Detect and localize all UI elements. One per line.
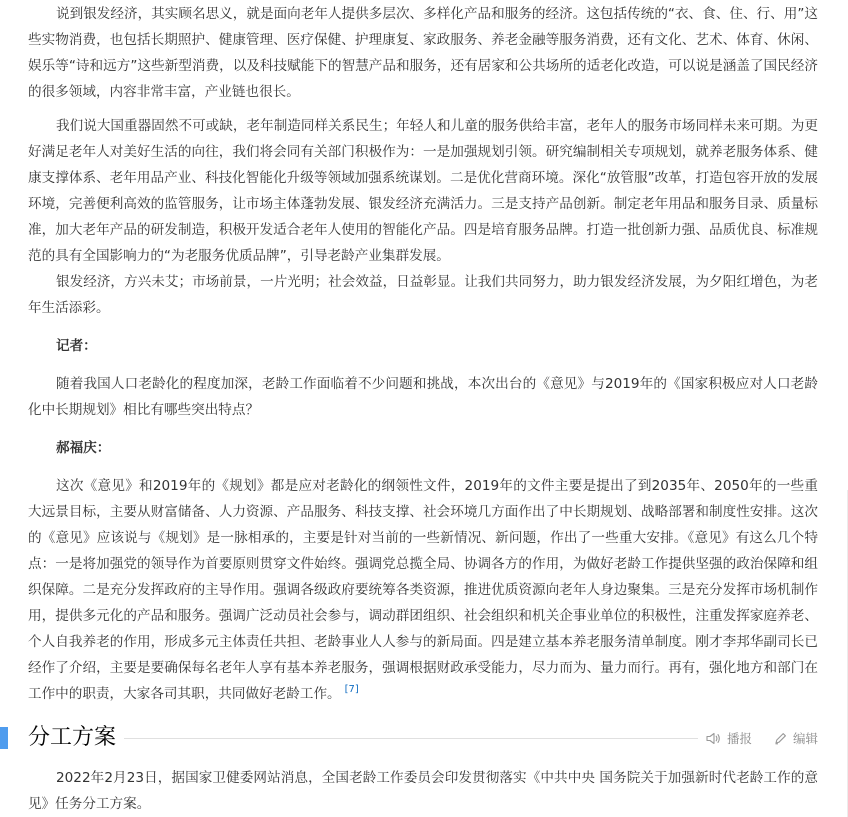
paragraph-division-plan: 2022年2月23日，据国家卫健委网站消息，全国老龄工作委员会印发贯彻落实《中共中央 国务院关于加强新时代老龄工作的意见》任务分工方案。 — [28, 770, 818, 812]
speaker-reporter: 记者： — [56, 338, 97, 354]
paragraph-conclusion: 银发经济，方兴未艾；市场前景，一片光明；社会效益，日益彰显。让我们共同努力，助力银发经济发展，为夕阳红增色，为老年生活添彩。 — [28, 274, 818, 316]
paragraph-question: 随着我国人口老龄化的程度加深，老龄工作面临着不少问题和挑战，本次出台的《意见》与2019年的《国家积极应对人口老龄化中长期规划》相比有哪些突出特点？ — [28, 376, 818, 418]
play-button[interactable] — [706, 729, 752, 747]
section-actions — [706, 728, 818, 748]
section-header — [0, 722, 848, 754]
paragraph-answer — [28, 473, 818, 707]
speaker-icon — [706, 732, 721, 745]
play-label: 播报 — [727, 731, 753, 746]
paragraph-silver-economy: 说到银发经济，其实顾名思义，就是面向老年人提供多层次、多样化产品和服务的经济。这包括传统的“衣、食、住、行、用”这些实物消费，也包括长期照护、健康管理、医疗保健、护理康复、家政服务、养老金融等服务消费，还有文化、艺术、体育、休闲、娱乐等“诗和远方”这些新型消费，以及科技赋能下的智慧产品和服务，还有居家和公共场所的适老化改造，可以说是涵盖了国民经济的很多领域，内容非常丰富，产业链也很长。 — [28, 6, 818, 100]
section-divider — [124, 738, 698, 739]
reference-link[interactable]: [7] — [344, 684, 359, 696]
edit-label: 编辑 — [793, 731, 819, 746]
speaker-hao-fuqing: 郝福庆： — [56, 440, 111, 456]
pencil-icon — [774, 732, 787, 745]
edit-button[interactable] — [774, 729, 818, 747]
section-accent-bar — [0, 727, 8, 749]
answer-text: 这次《意见》和2019年的《规划》都是应对老龄化的纲领性文件，2019年的文件主要是提出了到2035年、2050年的一些重大远景目标，主要从财富储备、人力资源、产品服务、科技支撑、社会环境几方面作出了中长期规划、战略部署和制度性安排。这次的《意见》应该说与《规划》是一脉相承的，主要是针对当前的一些新情况、新问题，作出了一些重大安排。《意见》有这么几个特点：一是将加强党的领导作为首要原则贯穿文件始终。强调党总揽全局、协调各方的作用，为做好老龄工作提供坚强的政治保障和组织保障。二是充分发挥政府的主导作用。强调各级政府要统筹各类资源，推进优质资源向老年人身边聚集。三是充分发挥市场机制作用，提供多元化的产品和服务。强调广泛动员社会参与，调动群团组织、社会组织和机关企事业单位的积极性，注重发挥家庭养老、个人自我养老的作用，形成多元主体责任共担、老龄事业人人参与的新局面。四是建立基本养老服务清单制度。刚才李邦华副司长已经作了介绍，主要是要确保每名老年人享有基本养老服务，强调根据财政承受能力，尽力而为、量力而行。再有，强化地方和部门在工作中的职责，大家各司其职，共同做好老龄工作。 — [28, 478, 818, 702]
paragraph-measures: 我们说大国重器固然不可或缺，老年制造同样关系民生；年轻人和儿童的服务供给丰富，老年人的服务市场同样未来可期。为更好满足老年人对美好生活的向往，我们将会同有关部门积极作为：一是加强规划引领。研究编制相关专项规划，就养老服务体系、健康支撑体系、老年用品产业、科技化智能化升级等领域加强系统谋划。二是优化营商环境。深化“放管服”改革，打造包容开放的发展环境，完善便利高效的监管服务，让市场主体蓬勃发展、银发经济充满活力。三是支持产品创新。制定老年用品和服务目录、质量标准，加大老年产品的研发制造，积极开发适合老年人使用的智能化产品。四是培育服务品牌。打造一批创新力强、品质优良、标准规范的具有全国影响力的“为老服务优质品牌”，引导老龄产业集群发展。 — [28, 118, 818, 264]
section-title: 分工方案 — [28, 725, 117, 750]
